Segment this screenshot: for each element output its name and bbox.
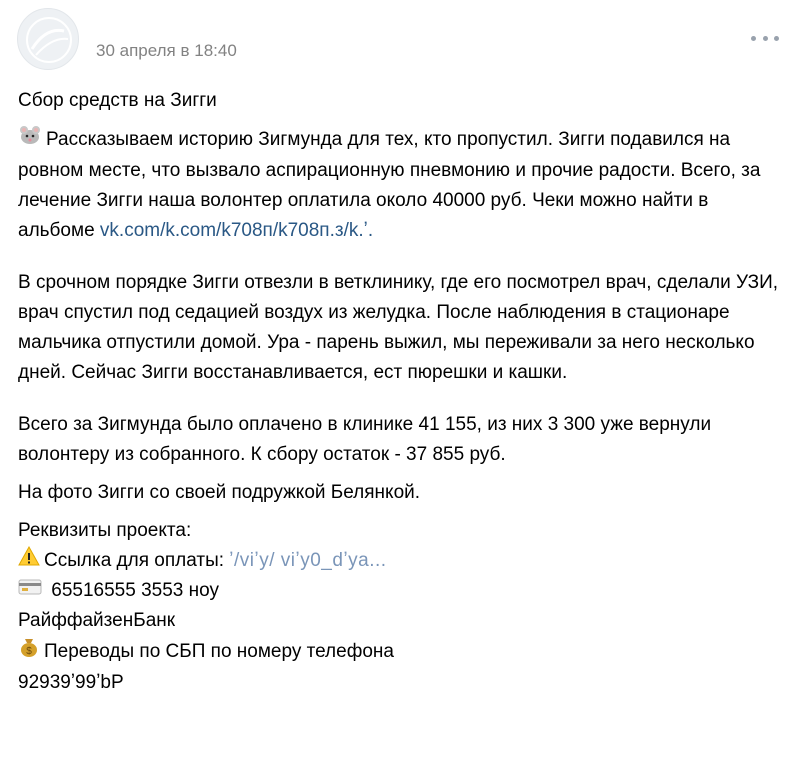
phone-number: 92939ʼ99ʼbP — [18, 672, 124, 694]
card-line — [18, 576, 783, 606]
post-date[interactable]: 30 апреля в 18:40 — [96, 41, 237, 60]
payment-link[interactable]: ʼ/viʼy/ viʼy0_dʼya... — [229, 550, 387, 572]
post-paragraph-story — [18, 124, 783, 246]
post-body — [18, 86, 783, 698]
post-paragraph-photo: На фото Зигги со своей подружкой Белянкой. — [18, 482, 421, 503]
post-title: Сбор средств на Зигги — [18, 90, 217, 111]
svg-text:$: $ — [26, 646, 32, 658]
credit-card-icon — [18, 576, 42, 606]
money-bag-icon — [18, 636, 40, 668]
rat-icon — [18, 124, 42, 156]
story-text: Рассказываем историю Зигмунда для тех, кто пропустил. Зигги подавился на ровном месте, что вызвало аспирационную пневмонию и прочие радости. Всего, за лечение Зигги наша волонтер оплатила около 40000 руб. Чеки можно найти в альбоме — [18, 129, 761, 241]
more-options-button[interactable] — [751, 30, 779, 46]
payment-link-line — [18, 546, 783, 576]
author-name[interactable] — [96, 14, 256, 32]
album-link[interactable]: vk.com/k.com/k708п/k708п.з/k.ʼ. — [99, 220, 374, 241]
more-dot-icon — [751, 36, 756, 41]
avatar-placeholder-icon — [18, 9, 79, 70]
more-dot-icon — [763, 36, 768, 41]
sbp-label: Переводы по СБП по номеру телефона — [44, 641, 394, 663]
bank-name: РайффайзенБанк — [18, 610, 176, 632]
more-dot-icon — [774, 36, 779, 41]
author-avatar[interactable] — [17, 8, 79, 70]
sbp-line — [18, 636, 783, 668]
post-paragraph-payment-summary: Всего за Зигмунда было оплачено в клинике 41 155, из них 3 300 уже вернули волонтеру из собранного. К сбору остаток - 37 855 руб. — [18, 414, 712, 465]
warning-icon — [18, 546, 40, 576]
post-paragraph-clinic: В срочном порядке Зигги отвезли в ветклинику, где его посмотрел врач, сделали УЗИ, врач спустил под седацией воздух из желудка. После наблюдения в стационаре мальчика отпустили домой. Ура - парень выжил, мы переживали за него несколько дней. Сейчас Зигги восстанавливается, ест пюрешки и кашки. — [18, 272, 779, 383]
card-number: 65516555 3553 ноу — [51, 580, 219, 602]
payment-link-label: Ссылка для оплаты: — [44, 550, 225, 572]
requisites-title: Реквизиты проекта: — [18, 520, 192, 541]
